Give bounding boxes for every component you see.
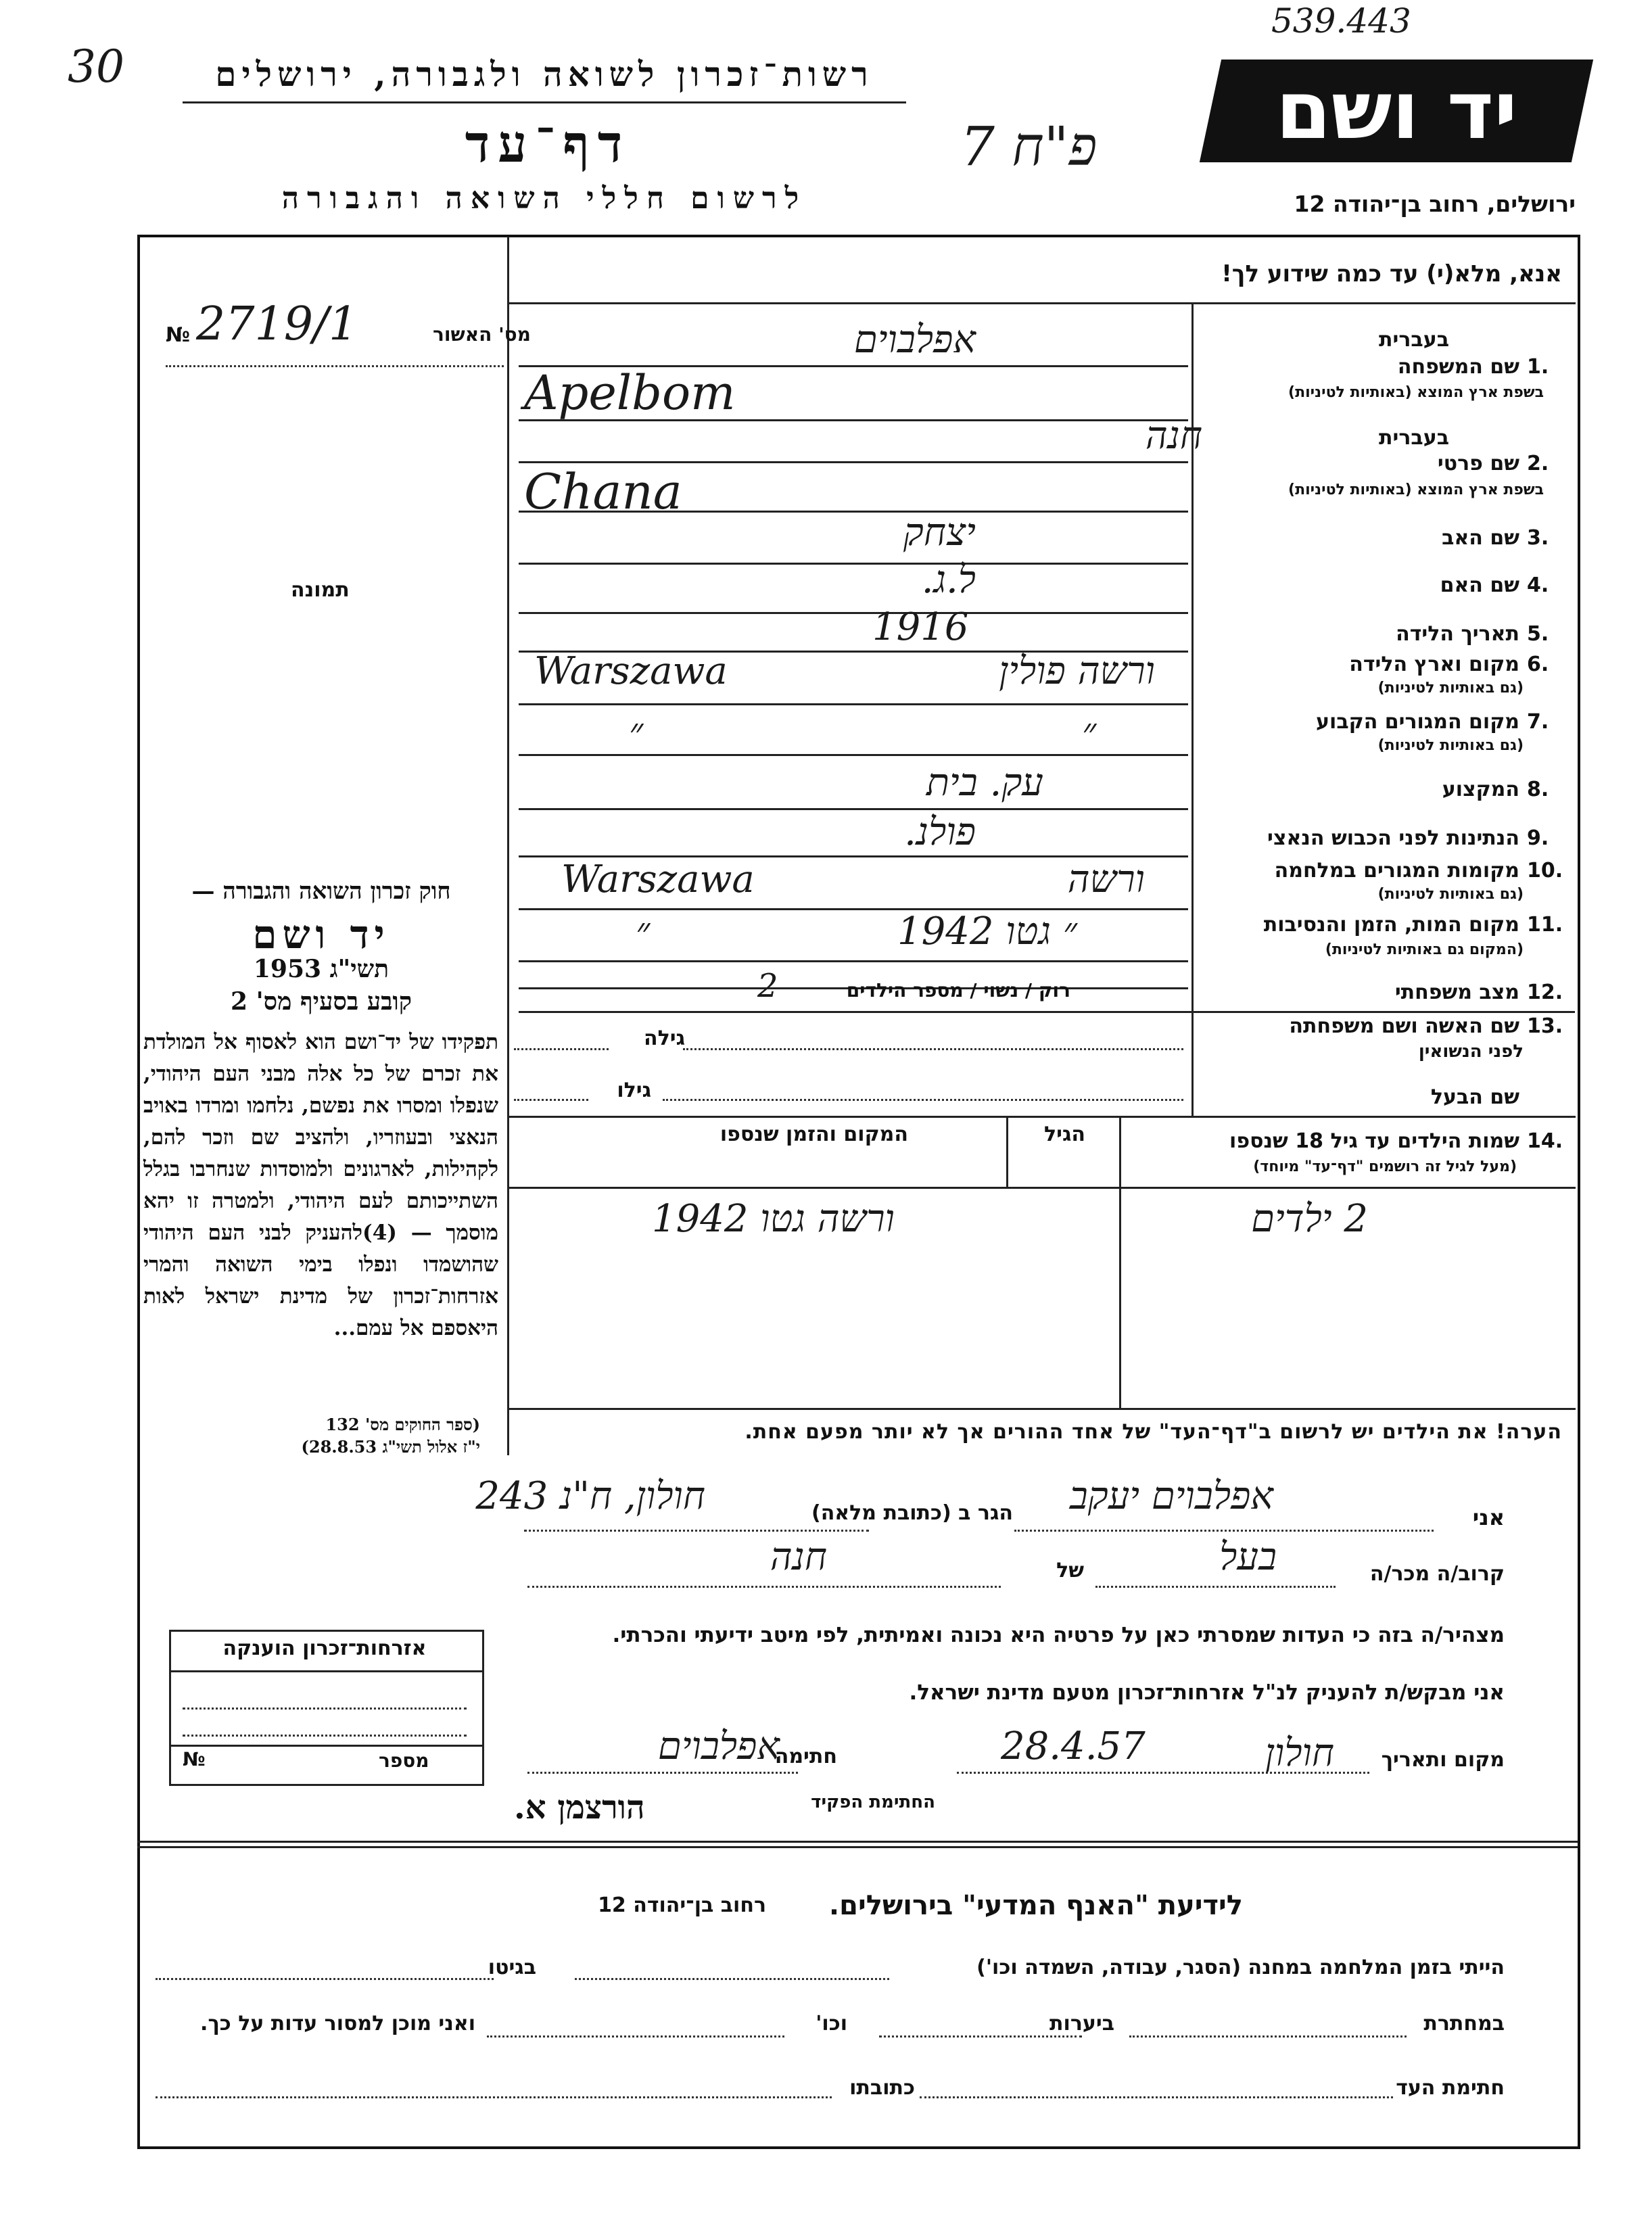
row-line [519,754,1188,756]
birth-place-latin: Warszawa [534,649,728,693]
nationality-label: הנתינות לפני הכבוש הנאצי [1267,826,1519,850]
certificate-number-label: מספר [379,1749,429,1772]
profession-value: עק. בית [926,761,1043,805]
wartime-residence-hebrew: ורשה [1067,857,1145,901]
declarant-of-name: חנה [770,1535,827,1579]
witness-signature-label: חתימת העד [1396,2076,1505,2100]
children-place-value: ורשה גטו 1942 [651,1197,895,1241]
death-place-value: ״ גטו 1942 [897,910,1077,953]
field-number: 3. [1527,526,1549,550]
father-name-label: שם האב [1442,526,1519,550]
instruction-line [509,302,1576,304]
wife-name-line [683,1048,1183,1050]
form-title: דף־עד [465,114,631,174]
row-line [519,703,1188,705]
ghetto-label: בגיטו [488,1956,536,1979]
field-number: 10. [1527,859,1563,882]
residence-ditto-latin: ״ [629,710,644,754]
family-name-latin: Apelbom [524,365,736,421]
handwritten-reference: פ"ח 7 [960,115,1098,178]
children-table-divider-2 [1119,1117,1121,1408]
birth-date-label: תאריך הלידה [1396,622,1519,646]
first-name-label: שם פרטי [1437,452,1519,475]
children-table-header-line [509,1187,1576,1189]
family-name-hebrew: אפלבוים [853,318,976,362]
field-number: 7. [1527,710,1549,734]
row-line [519,612,1188,614]
field-number: 9. [1527,826,1549,850]
corner-number: 30 [68,41,124,93]
row-line [519,1011,1575,1013]
certificate-line-1 [183,1707,467,1710]
signature-label: חתימה [774,1745,837,1768]
top-reference-number: 539.443 [1271,1,1411,41]
row-line [519,808,1188,810]
mother-name-label: שם האם [1440,573,1519,597]
law-clause: קובע בסעיף מס' 2 [231,987,412,1016]
registration-number-label: מס' האשור [433,323,531,346]
first-name-sub: בשפת ארץ המוצא (באותיות לטיניות) [1288,481,1544,498]
law-year: תשי"ג 1953 [253,955,390,983]
witness-address-label: כתובתו [849,2076,915,2100]
forests-line [879,2035,1082,2038]
birth-place-hebrew: ורשה פולין [999,649,1155,693]
children-place-header: המקום והזמן שנספו [719,1123,908,1146]
law-name: יד ושם [252,912,390,958]
certificate-title-line [169,1670,482,1672]
family-name-sub: בשפת ארץ המוצא (באותיות לטיניות) [1288,384,1544,401]
first-name-hebrew: חנה [1145,414,1202,458]
camp-line [575,1978,889,1980]
wife-name-label: שם האשה ושם משפחתה [1289,1014,1519,1038]
marital-status-options: רוק / נשוי / מספר הילדים [846,979,1070,1002]
residence-label: מקום המגורים הקבוע [1316,710,1519,734]
science-top-line-1 [137,1841,1578,1843]
registration-number-line [166,365,504,367]
left-column-divider [507,237,509,1455]
field-number: 12. [1527,981,1563,1004]
hebrew-tag-1: בעברית [1379,328,1449,352]
registration-number-value: 2719/1 [196,298,358,351]
registration-no-sign: № [166,323,191,347]
declarant-relation: בעל [1219,1535,1277,1579]
residence-ditto-hebrew: ״ [1082,710,1097,754]
camp-label: הייתי בזמן המלחמה במחנה (הסגר, עבודה, השמדה וכו') [976,1956,1505,1979]
row-line [519,960,1188,962]
certificate-line-2 [183,1735,467,1737]
row-line [519,908,1188,910]
science-dept-address: רחוב בן־יהודה 12 [598,1893,766,1917]
death-place-ditto: ״ [636,910,651,953]
forests-label: ביערות [1049,2012,1114,2035]
resides-label: הגר ב (כתובת מלאה) [811,1501,1013,1525]
declarant-signature: אפלבוים [657,1724,780,1768]
marital-status-label: מצב משפחתי [1394,981,1519,1004]
certificate-no-sign: № [183,1748,206,1770]
father-name-value: יצחק [903,511,976,555]
declaration-place: חולון [1265,1731,1334,1775]
place-date-label: מקום ותאריך [1381,1748,1505,1772]
first-name-latin: Chana [524,463,682,520]
declaration-address-line [524,1530,869,1532]
declaration-i-label: אני [1472,1505,1505,1530]
residence-sub: (גם באותיות לטיניות) [1377,737,1524,754]
ghetto-line [156,1978,494,1980]
husband-age-line [514,1099,588,1101]
husband-name-line [663,1099,1183,1101]
yad-vashem-logo [1200,60,1593,162]
underground-label: במחתרת [1423,2012,1505,2035]
yad-vashem-address: ירושלים, רחוב בן־יהודה 12 [1294,191,1576,217]
of-line [527,1586,1001,1588]
law-reference-1: (ספר החוקים מס' 132 [325,1415,480,1434]
profession-label: המקצוע [1442,778,1519,801]
declaration-name-line [1014,1530,1434,1532]
field-number: 5. [1527,622,1549,646]
law-reference-2: י"ז אלול תשי"ג 28.8.53) [301,1437,480,1457]
field-number: 4. [1527,573,1549,597]
declarant-address: חולון, ח"נ 243 [475,1474,705,1518]
note-top-line [509,1408,1576,1410]
photo-label: תמונה [291,578,350,602]
signature-line [527,1772,798,1774]
wife-age-label: גילה [644,1027,685,1050]
field-number: 6. [1527,653,1549,676]
field-number: 8. [1527,778,1549,801]
husband-name-label: שם הבעל [1430,1085,1519,1109]
relative-label: קרוב/ה מכר/ה [1369,1562,1505,1586]
testimony-consent: ואני מוכן למסור עדות על כך. [200,2012,475,2035]
children-table-top [509,1116,1576,1118]
wife-age-line [514,1048,609,1050]
field-number: 13. [1527,1014,1563,1038]
etc-line [487,2035,784,2038]
mother-name-value: ל.ג. [921,558,976,602]
authority-underline [183,101,906,103]
law-text: תפקידו של יד־ושם הוא לאסוף אל המולדת את זכרם של כל אלה מבני העם היהודי, שנפלו ומסרו את נפשם, נלחמו ומרדו באויב הנאצי ובעוזריו, ולהציב שם וזכר להם, לקהילות, לארגונים ולמוסדות שנחרבו בגלל השתייכותם לעם היהודי, ולמטרה זו יהא מוסמך — (4)להעניק לבני העם היהודי שהושמדו ונפלו בימי השואה והמרי אזרחות־זכרון של מדינת ישראל לאות היאספם אל עמם... [143,1030,498,1340]
field-number: 11. [1527,913,1563,937]
death-place-label: מקום המות, הזמן והנסיבות [1263,913,1519,937]
logo-text: יד ושם [1275,64,1517,157]
husband-age-label: גילו [617,1079,651,1102]
field-number: 2. [1527,452,1549,475]
certificate-bottom-line [169,1745,482,1747]
declarant-name: אפלבוים יעקב [1069,1474,1273,1518]
wartime-residence-sub: (גם באותיות לטיניות) [1377,886,1524,903]
wife-name-sub: לפני הנשואין [1418,1041,1524,1062]
field-number: 14. [1527,1129,1563,1153]
hebrew-tag-2: בעברית [1379,426,1449,450]
instruction-text: אנא, מלא(י) עד כמה שידוע לך! [1221,260,1562,287]
officer-signature-label: החתימת הפקיד [811,1792,935,1812]
children-names-sub: (מעל לגיל זה רושמים "דף־עד" מיוחד) [1253,1158,1517,1175]
science-dept-title: לידיעת "האנף המדעי" בירושלים. [828,1890,1243,1921]
family-name-label: שם המשפחה [1397,355,1519,379]
relation-line [1095,1586,1336,1588]
underground-line [1129,2035,1407,2038]
declaration-date: 28.4.57 [1001,1724,1146,1768]
children-count-value: 2 [757,967,778,1005]
citizenship-request: אני מבקש/ת להעניק לנ"ל אזרחות־זכרון מטעם מדינת ישראל. [909,1680,1505,1705]
of-label: של [1056,1559,1084,1582]
form-subtitle: לרשום חללי השואה והגבורה [281,181,807,216]
children-names-value: 2 ילדים [1251,1197,1368,1241]
wartime-residence-label: מקומות המגורים במלחמה [1274,859,1519,882]
note-text: הערה! את הילדים יש לרשום ב"דף־העד" של אחד ההורים אך לא יותר מפעם אחת. [745,1420,1562,1444]
children-age-header: הגיל [1044,1123,1085,1146]
children-names-label: שמות הילדים עד גיל 18 שנספו [1229,1129,1519,1153]
officer-stamp: הורצמן א. [514,1789,645,1827]
row-line [519,563,1188,565]
nationality-value: פולנ. [904,810,976,854]
wartime-residence-latin: Warszawa [561,857,755,901]
witness-signature-line [920,2096,1393,2098]
birth-date-value: 1916 [872,605,969,649]
birth-place-label: מקום וארץ הלידה [1349,653,1519,676]
field-number: 1. [1527,355,1549,379]
death-place-sub: (המקום גם באותיות לטיניות) [1325,941,1524,958]
authority-name: רשות־זכרון לשואה ולגבורה, ירושלים [215,54,874,94]
children-table-divider-1 [1006,1117,1008,1188]
witness-address-line [156,2096,832,2098]
birth-place-sub: (גם באותיות לטיניות) [1377,680,1524,697]
science-top-line-2 [137,1846,1578,1848]
memorial-citizenship-title: אזרחות־זכרון הוענקה [222,1636,427,1660]
etc-label: וכו' [816,2012,847,2035]
declaration-statement: מצהיר/ה בזה כי העדות שמסרתי כאן על פרטיה היא נכונה ואמיתית, לפי מיטב ידיעתי והכרתי. [612,1623,1505,1647]
law-title: חוק זכרון השואה והגבורה — [191,878,451,905]
